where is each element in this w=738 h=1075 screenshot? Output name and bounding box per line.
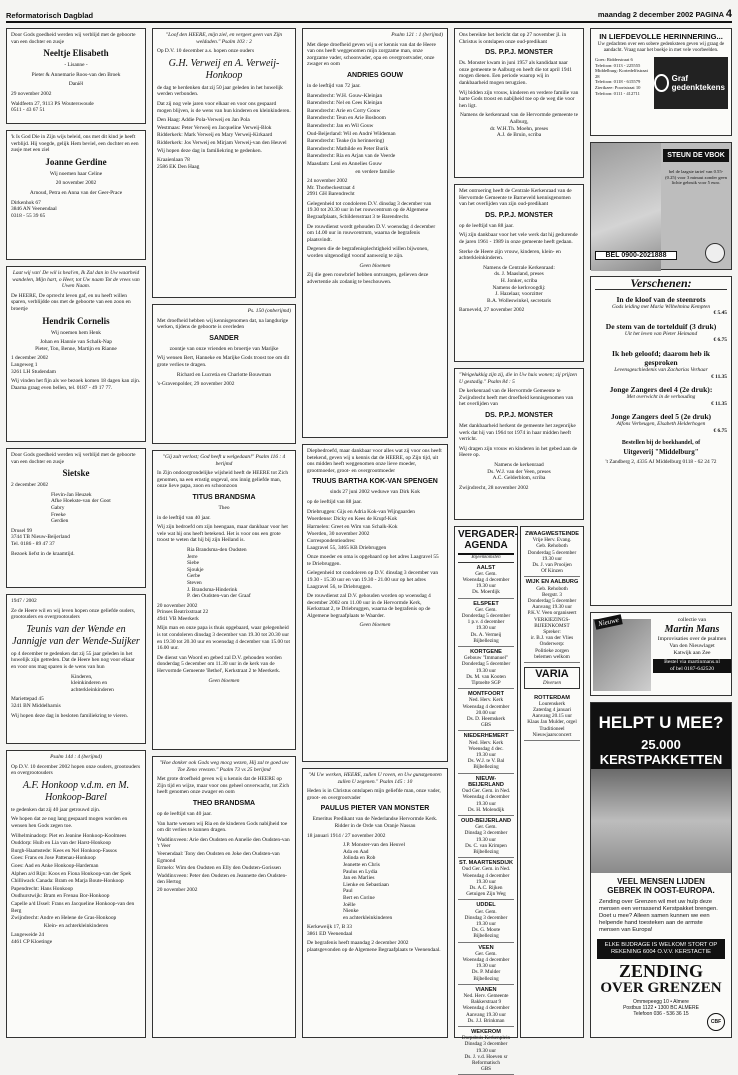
publisher-address: 't Zandberg 2, 4335 AJ Middelburg 0118 - 62 24 72 — [605, 458, 717, 465]
ad-sub: sinds 27 juni 2002 weduwe van Dirk Kok — [330, 489, 420, 496]
book-subtitle: Gods leiding met Maria Wilhelmina Kempten — [611, 303, 711, 310]
logo-line2: OVER GRENZEN — [600, 980, 722, 996]
agenda-place: VEEN — [478, 944, 494, 951]
family-member: Alphen a/d Rijn: Koos en Fiona Honkoop-van der Spek — [11, 870, 132, 877]
book-list — [595, 295, 727, 435]
ad-note: Geen bloemen — [359, 622, 391, 629]
ad-text: Met dankbaarheid herkent de gemeente het zegenrijke werk dat hij van 1964 tot 1974 in haar midden heeft verricht. — [459, 422, 576, 443]
ad-name: ANDRIES GOUW — [347, 71, 403, 79]
family-member: Barendrecht: Nel en Cees Kleinjan — [307, 100, 383, 107]
ad-date: 1 december 2002 — [11, 355, 49, 362]
family-member: Burgh-Haamstede: Kees en Nel Honkoop-Fassos — [11, 847, 117, 854]
agenda-item — [458, 563, 514, 599]
agenda-place: ST. MAARTENSDIJK — [458, 860, 514, 867]
ad-intro: Ze de Heere wil en wij leven hopen onze geliefde ouders, grootouders en overgrootouders — [11, 607, 136, 621]
agenda-list — [458, 563, 514, 1075]
donation-bar: ELKE BIJDRAGE IS WELKOM! STORT OP REKENING 6004 O.V.V. KERSTACTIE — [597, 939, 725, 959]
agenda-place: VIANEN — [475, 986, 497, 993]
ad-verse: "Hoe donker ook Gods weg mocg wezen, Hij zal te goed uw Toe Zeno vreezen." Psalm 73 vs 25 berijmd — [159, 760, 289, 773]
ad-text: Wij wensen Bert, Hanneke en Marijke Gods troost toe om dit grote verlies te dragen. — [157, 355, 290, 368]
agenda-item — [458, 774, 514, 816]
ad-text: de dag te herdenken dat zij 50 jaar geleden in het huwelijk werden verbonden. — [157, 84, 283, 98]
book-item — [595, 349, 727, 380]
agenda-details: Ned. Herv. Kerk Woensdag 4 december 20.00 uur Ds. D. Heemskerk GBS — [462, 697, 510, 729]
ad-title: HELPT U MEE? — [598, 713, 724, 732]
agenda-details: Lourenskerk Zaterdag 4 januari Aanvang 20.15 uur Klaas Jan Mulder, orgel Traditioneel Nieuwjaarsconcert — [527, 700, 577, 738]
ad-text: Gelegenheid tot condoleren D.V. dinsdag 3 december van 19.30 tot 20.30 uur in het rouwcentrum op de Algemene Begraafplaats, Schildersstraat 3 te Barendrecht. — [307, 200, 432, 221]
ad-address: Mr. Thorbeckestraat 4 2991 GH Barendrecht — [307, 184, 355, 198]
agenda-place: NIEDERHEMERT — [463, 733, 509, 740]
family-member: Barendrecht: Arie en Corry Gouw — [307, 107, 381, 114]
ad-age: op de leeftijd van 88 jaar. — [307, 498, 362, 505]
ad-contacts: Goes: Ridderstraat 6 Telefoon: 0113 - 225555 Middelburg: Kortedelftstraat 28 Telefoon: 0118 - 615579 Zierikzee: Poortstraat 10 Telefoon: 0111 - 412711 — [595, 57, 648, 96]
page-number: 4 — [725, 8, 732, 20]
family-member: Den Haag: Addie Pola-Verweij en Jan Pola — [157, 117, 250, 124]
ad-parents: Arnoud, Petra en Anna van der Geer-Prace — [29, 189, 123, 196]
brand-icon — [654, 74, 669, 92]
family-member: Oud-Beijerland: Wil en André Wildeman — [307, 130, 396, 137]
ad-signature: Klein- en achterkleinkinderen — [43, 922, 109, 929]
page-header — [6, 8, 732, 23]
ad-address: Langeweide 24 4461 CP Kloetinge — [11, 932, 53, 945]
agenda-place: ROTTERDAM — [534, 694, 570, 701]
ad-note: Bezoek liefst in de kraamtijd. — [11, 550, 75, 557]
ad-text: Dat zij nog vele jaren voor elkaar en voor ons gespaard mogen blijven, is de wens van hun kinderen en kleinkinderen. — [157, 100, 291, 114]
death-ad-theo — [152, 756, 296, 1038]
ad-note: en verdere familie — [355, 168, 395, 175]
ad-sub: Theo — [218, 504, 230, 511]
ad-name: PAULUS PIETER VAN MONSTER — [320, 805, 430, 813]
ad-heading: VEEL MENSEN LIJDEN GEBREK IN OOST-EUROPA. — [607, 877, 715, 895]
family-member: Ermelo: Wim den Oudsten en Elly den Oudsten-Gorissen — [157, 865, 281, 872]
ad-intro: Door Gods goedheid werden wij verblijd met de geboorte van een dochter en zusje — [11, 32, 136, 45]
ad-verse: "Weigelukkig zijn zij, die in Uw huis wonen; zij prijzen U gestadig." Psalm 84 : 5 — [459, 372, 577, 385]
book-price: € 11.35 — [711, 373, 727, 380]
ad-name: DS. P.P.J. MONSTER — [485, 411, 553, 419]
family-member: Goes: Aad en Anke Honkoop-Hardeman — [11, 862, 99, 869]
ad-intro: De kerkenraad van de Hervormde Gemeente te Zwijndrecht heeft met droefheid kennisgenomen van het overlijden van — [459, 388, 574, 408]
ad-title: Verschenen: — [595, 280, 727, 290]
agenda-details: Ned. Herv. Gemeente Bakkerstraat 9 Woensdag 4 december Aanvang 19.30 uur Ds. J.J. Brinkman — [462, 992, 510, 1024]
agenda-item — [458, 858, 514, 900]
ad-intro: Diepbedroefd, maar dankbaar voor alles wat zij voor ons heeft betekend, geven wij u kennis dat de HEERE, op Zijn tijd, uit ons midden heeft weggenomen onze lieve moeder, grootmoeder, groot- en overgrootmoeder — [307, 448, 442, 474]
ad-note: Geen bloemen — [208, 677, 240, 684]
ad-name: Joanne Gerdine — [45, 156, 107, 167]
agenda-details: Vrije Herv. Evang. Geb. Rehoboth Donderdag 5 december 19.30 uur Ds. J. van Prooijen Of Kinzen — [527, 537, 577, 575]
ad-text: Wij bidden zijn vrouw, kinderen en verdere familie van harte Gods troost en nabijheid toe op de weg die voor hen ligt. — [459, 89, 579, 109]
ad-parents: Johan en Hannie van Schalk-Nap Pieter, Ton, Benne, Martijn en Rianne — [35, 339, 117, 352]
ad-intro: In Zijn ondoorgrondelijke wijsheid heeft de HEERE tot Zich genomen, na een ernstig ongeval, ons innig geliefde man, onze lieve papa, zoon en schoonzoon — [157, 470, 289, 490]
ad-born: Wij noemen hem Henk — [51, 329, 101, 336]
ad-herinnering — [590, 28, 732, 136]
book-item — [595, 322, 727, 344]
agenda-details: Ger. Gem. Dinsdag 3 december 19.30 uur Ds. C. van Krimpen Bijbellezing — [464, 824, 508, 855]
ad-text: Ds. Monster kwam in juni 1957 als kandidaat naar onze gemeente te Aalburg en heeft die tot april 1941 mogen dienen. Een periode waarop wij in dankbaarheid mogen terugzien. — [459, 60, 572, 86]
mans-info — [653, 617, 731, 673]
ad-address: Drusel 99 3744 TB Nieuw-Beijerland Tel. 0186 - 89 47 37 — [11, 527, 70, 547]
birth-ad-hendrik — [6, 266, 146, 442]
family-member: Barendrecht: W.H. Gouw-Kleinjan — [307, 92, 383, 99]
agenda-place: WIJK EN AALBURG — [525, 579, 579, 586]
agenda-details: Ned. Herv. Kerk Woensdag 4 dec. 19.30 uur Ds. W.J. te V. Bal Bijbellezing — [467, 739, 505, 771]
ad-date: Woerden, 30 november 2002 — [307, 531, 370, 538]
family-member: Veenendaal: Tony den Oudsten en Joke den Oudsten-van Egmond — [157, 850, 280, 864]
ad-text: De begrafenis heeft maandag 2 december 2002 plaatsgevonden op de Algemene Begraafplaats te Veenendaal. — [307, 940, 441, 954]
agenda-details: Ger. Gem. Woensdag 4 december 19.30 uur Ds. Moerdijk — [462, 570, 510, 596]
book-subtitle: Levensgeschiedenis van Zacharias Verhaar — [614, 366, 708, 373]
ad-verse: Laat wij van' De wil is heal'en, Ik Zal dan in Uw waarheid wandelen, Mijn hart, o Heer, tot Uw naam Tot de vrees van Uwen Naam. — [12, 270, 140, 290]
agenda-details: Ger. Gem. Donderdag 5 december 1 p.v. 4 december 19.30 uur Ds. A. Vermeij Bijbellezing — [461, 606, 511, 644]
agenda-item — [458, 647, 514, 689]
book-price: € 11.35 — [711, 400, 727, 407]
family-member: Woerdense: Dicky en Kees de Krupf-Kok — [307, 516, 398, 523]
mans-order: Bestel via martinmans.nl — [653, 659, 731, 666]
new-badge: Nieuwe — [594, 614, 622, 629]
ad-date: 2 december 2002 — [11, 482, 49, 489]
family-member: Zwijndrecht: Andre en Helene de Gras-Honkoop — [11, 915, 117, 922]
death-ad-sander — [152, 304, 296, 444]
ad-text: Onze moeder en oma is opgebaard op het adres Laagravel 55 te Driebruggen. — [307, 554, 439, 567]
date-page: maandag 2 december 2002 PAGINA 4 — [597, 8, 732, 20]
family-member: Waddinxveen: Peter den Oudsten en Jeannette den Oudsten-den Hertog — [157, 872, 287, 886]
children-photo — [591, 769, 731, 873]
ad-born: Wij noemen haar Celine — [49, 170, 103, 177]
agenda-list — [524, 529, 580, 663]
agenda-place: UDDEL — [476, 902, 496, 909]
agenda-place: ELSPEET — [473, 600, 499, 607]
ad-name: DS. P.P.J. MONSTER — [485, 49, 553, 57]
family-member: Driebruggen: Gijs en Adria Kok-van Wijngaarden — [307, 508, 415, 515]
family-member: Maasdam: Leni en Annelies Gouw — [307, 160, 382, 167]
agenda-place: ZWAAGWESTEINDE — [524, 531, 580, 537]
mans-sub: collectie van — [677, 617, 707, 623]
ad-name: TITUS BRANDSMA — [192, 493, 256, 501]
ad-age: in de leeftijd van 72 jaar. — [307, 82, 361, 89]
ad-date: 20 november 2002 — [55, 180, 97, 187]
ad-address: Kerkeweijk 17, B 33 3861 ED Veenendaal — [307, 924, 353, 937]
condolence-ad-zwijndrecht — [454, 368, 584, 520]
death-ad-titus — [152, 450, 296, 750]
condolence-ad-barneveld — [454, 184, 584, 362]
ad-sub: zoontje van onze vrienden en broertje van Marijke — [169, 345, 279, 352]
anniversary-ad-honkoop — [6, 750, 146, 1038]
ad-parents: Pieter & Annemarie Roos-van den Broek — [31, 71, 121, 78]
mans-name: Martin Mans — [664, 624, 720, 635]
agenda-item — [458, 900, 514, 942]
book-item — [595, 295, 727, 317]
family-member: Barendrecht: Teake (in herinnering) — [307, 138, 385, 145]
agenda-item — [524, 529, 580, 577]
mans-text2: Van den Nieuwlaget Katwijk aan Zee — [669, 643, 715, 656]
ad-address: Prinses Beatrixstraat 22 4941 VB Meerkerk — [157, 609, 209, 622]
mans-tel: of bel 0187-642520 — [653, 666, 731, 673]
ad-verse: Psalm 121 : 1 (berijmd) — [391, 32, 443, 38]
ad-text: bel de laagste tarief van 0.55-(0.25) voor 3 minuut zonder geen lichte gebruik voor 5 euro. — [665, 169, 727, 186]
agenda-place: MONTFOORT — [467, 691, 505, 698]
ad-age: op de leeftijd van 88 jaar. — [459, 222, 514, 229]
ad-signature: Richard en Lucretia en Charlotte Bouwman — [176, 371, 272, 378]
ad-zending-over-grenzen — [590, 702, 732, 1038]
ad-note: Wij hopen deze dag in familiekring te gedenken. — [157, 147, 262, 154]
ad-age: in de leeftijd van 40 jaar. — [157, 514, 211, 521]
agenda-place: KORTGENE — [470, 649, 502, 656]
ad-dates: 18 januari 1914 / 27 november 2002 — [307, 832, 386, 839]
ad-address: Langeweg 1 3261 LH Studendam — [11, 361, 56, 375]
family-member: Chilliwack Canada: Bram en Marja Boute-Honkoop — [11, 878, 124, 885]
ad-address: Dirkenhok 67 3846 AN Veenendaal 0318 - 55 39 65 — [11, 199, 57, 219]
ad-verse: "Al Uw werken, HEERE, zullen U roven, en Uw gunstgenoten zullen U zegenen." Psalm 145 : 10 — [308, 772, 442, 785]
agenda-details: Ger. Gem. Dinsdag 3 december 19.30 uur Ds. G. Moote Bijbellezing — [464, 908, 508, 940]
family-member: Westmaas: Peter Verweij en Jacqueline Verweij-Blok — [157, 124, 272, 131]
agenda-details: Geb. Rehoboth Bergstr. 3 Donderdag 5 december Aanvang 19.30 uur P.K.V. Veen organiseert VERKIEZINGS-BIJEENKOMST Spreker: ir. B.J. van der Vlies Onderwerp: Politieke zorgen belemen welkom — [527, 585, 577, 660]
ad-tel: 0511 - 43 67 51 — [11, 107, 45, 114]
family-member: Ridderkerk: Jos Verweij en Mirjam Verweij-van den Heuvel — [157, 139, 287, 146]
ad-names: A.F. Honkoop v.d.m. en M. Honkoop-Barel — [22, 779, 130, 803]
ad-verse: "Gij zult verlost; God heeft u welgedaan!" Psalm 116 : 4 berijmd — [162, 454, 286, 467]
family-list — [11, 833, 141, 922]
agenda-place: AALST — [476, 564, 496, 571]
book-subtitle: Uit het leven van Pieter Heimand — [624, 330, 698, 337]
ad-intro: Door Gods goedheid werden wij verblijd met de geboorte van een dochter en zusje — [11, 452, 136, 465]
paper-name: Reformatorisch Dagblad — [6, 11, 94, 20]
agenda-place: NIEUW-BEIJERLAND — [468, 775, 504, 788]
family-list — [157, 117, 291, 146]
family-member: Capelle a/d IJssel: Frans en Jacqueline Honkoop-van den Berg — [11, 900, 135, 914]
ad-intro: Ons bereikte het bericht dat op 27 november jl. in Christus is ontslapen onze oud-predikant — [459, 32, 567, 45]
ad-note: Wij vinden het fijn als we bezoek komen 18 dagen kan zijn. Daarna graag even bellen, tel. 0187 - 49 17 77. — [11, 378, 141, 391]
ad-family: J.P. Monster-van den Heuvel Ada en Aad Jolinda en Rob Jeanette en Chris Paulus en Lydia Jan en Marlies Lienke en Sebastiaan Paul Bert en Corine Joëlle Nienke en achterkleinkinderen — [343, 842, 406, 921]
condolence-ad-aalburg — [454, 28, 584, 178]
ad-name: Neeltje Elisabeth — [43, 48, 109, 59]
ad-text: Wij dragen zijn vrouw en kinderen in het gebed aan de Heere op. — [459, 445, 578, 459]
ad-place: Zwijndrecht, 28 november 2002 — [459, 484, 529, 491]
ad-signature: Namens de kerkenraad Ds. W.J. van der Veen, preses A.C. Gelderblom, scriba — [487, 461, 551, 482]
ad-verse: Psalm 144 : 4 (berijmd) — [50, 754, 102, 760]
varia-box — [524, 667, 580, 689]
ad-name: Hendrik Cornelis — [42, 315, 110, 326]
agenda-item — [524, 693, 580, 741]
vbok-logo-icon — [705, 243, 725, 263]
ad-text: De rouwdienst zal D.V. gehouden worden op woensdag 4 december 2002 om 11.00 uur in de Hervormde Kerk, Kerkstraat 2, te Driebruggen, waarna de begrafenis op de Algemene begraafplaats te Waarder. — [307, 593, 431, 619]
ad-intro: Met droefheid hebben wij kennisgenomen dat, na langdurige werken, tijdens de geboorte is overleden — [157, 317, 289, 331]
ad-name: SANDER — [209, 334, 239, 342]
ad-signature: Namens de kerkenraad van de Hervormde gemeente te Aalburg, dr. W.H.Th. Moehn, preses A.J. de Bruin, scriba — [459, 112, 579, 139]
agenda-item — [458, 943, 514, 985]
ad-intro: 'k Is God Die in Zijn wijs beleid, ons met dit kind je heeft verblijd. Hij voegde, gelijk Hem beviel, een dochter en een zusje met een ziel — [11, 134, 139, 154]
ad-title: IN LIEFDEVOLLE HERINNERING... — [599, 32, 723, 41]
ad-sibling: Daniël — [68, 81, 84, 88]
ad-date: 29 november 2002 — [11, 90, 52, 97]
varia-subtitle: Diversen — [542, 681, 562, 687]
ad-text: te gedenken dat zij 40 jaar getrouwd zijn. — [11, 806, 101, 813]
ad-signature: Kinderen, kleinkinderen en achterkleinkinderen — [71, 673, 114, 693]
logo-line1: ZENDING — [618, 961, 703, 981]
ad-years: 1947 / 2002 — [11, 598, 37, 604]
book-subtitle: Alfons Verheugen, Elsabeth Helderhogen — [616, 421, 706, 428]
ad-text: op 4 december te gedenken dat zij 55 jaar geleden in het huwelijk zijn getreden. Dat de Heere hen nog voor elkaar en voor ons mag sparen is de wens van hun — [11, 650, 135, 670]
agenda-item — [458, 689, 514, 731]
ad-banner — [591, 703, 731, 769]
agenda-details: Gebouw "Immanuel" Donderdag 5 december 19.30 uur Ds. M. van Kooten Tiptoelte SGP — [461, 655, 511, 687]
ad-text: Wij zijn bedroefd om zijn heengaan, maar dankbaar voor het vele wat hij ons heeft betekend. Het is voor ons een grote troost te weten dat hij bij zijn Heiland is. — [157, 524, 288, 544]
vbok-phone: BEL 0900-2021888 — [595, 251, 677, 260]
ad-place: Barneveld, 27 november 2002 — [459, 307, 525, 314]
cd-cover-image — [593, 619, 651, 691]
ad-names: Teunis van der Wende en Jannigje van der Wende-Suijker — [12, 623, 140, 647]
order-text: Bestellen bij de boekhandel, of — [621, 439, 701, 446]
family-list — [307, 509, 443, 531]
ad-text: Zij die geen rouwbrief hebben ontvangen, gelieven deze advertentie als zodanig te beschouwen. — [307, 272, 429, 285]
ad-intro: Op D.V. 10 december 2002 hopen onze ouders, grootouders en overgrootouders — [11, 763, 141, 777]
agenda-item — [458, 731, 514, 773]
family-member: Barendrecht: Ria en Arjan van de Veerde — [307, 153, 396, 160]
ad-name: TRUUS BARTHA KOK-VAN SPENGEN — [312, 478, 438, 486]
ad-verschenen — [590, 276, 732, 606]
agenda-details: Oud Ger. Gem. in Ned. Woensdag 4 december 19.30 uur Ds. A.C. Rijken Getuigen Zijn Weg — [461, 866, 511, 898]
ad-intro: Heden is in Christus ontslapen mijn geliefde man, onze vader, groot- en overgrootvader — [307, 788, 441, 801]
cbf-seal-icon: CBF — [707, 1013, 725, 1031]
agenda-details: Oud Ger. Gem. in Ned. Woensdag 4 december 19.30 uur Ds. H. Molendijk — [461, 788, 511, 813]
agenda-item — [458, 1027, 514, 1075]
ad-intro: Met grote droefheid geven wij u kennis dat de HEERE op Zijn tijd en wijze, maar voor ons geheel onverwacht, tot Zich heeft genomen onze zwager en oom — [157, 776, 290, 796]
family-member: Papendrecht: Hans Honkoop — [11, 885, 73, 892]
ad-title: STEUN DE VBOK — [663, 149, 729, 162]
ad-date: 20 november 2002 — [157, 886, 198, 893]
mans-text: Improvisaties over de psalmen — [657, 636, 727, 642]
birth-ad-neeltje — [6, 28, 146, 124]
death-ad-kok — [302, 444, 448, 762]
family-member: Goes: Frans en Jose Pattenau-Honkoop — [11, 855, 96, 862]
meeting-agenda-right — [520, 526, 584, 1038]
ad-text: Van harte wensen wij Ria en de kinderen Gods nabijheid toe om dit verlies te kunnen dragen. — [157, 820, 288, 834]
anniversary-ad-verweij — [152, 28, 296, 298]
agenda-list — [524, 693, 580, 741]
book-title: De stem van de tortelduif (3 druk) — [605, 321, 717, 331]
ad-sub: Emeritus Predikant van de Nederlandse Hervormde Kerk. Ridder in de Orde van Oranje Nassau — [312, 816, 438, 829]
publisher: Uitgeverij "Middelburg" — [623, 448, 699, 457]
ad-intro: De HEERE, De oprrecht leven gaf, en nu heeft willen sparen, verblijdde ons met de geboorte van een zoon en broertje — [11, 292, 131, 312]
ad-text: De rouwdienst wordt gehouden D.V. woensdag 4 december om 14.00 uur in rouwcentrum, waarna de begrafenis plaatsvindt. — [307, 223, 436, 243]
anniversary-ad-vanderwende — [6, 594, 146, 744]
family-member: Waddinxveen: Arie den Oudsten en Annelie den Oudsten-van 't Veer — [157, 836, 290, 850]
ad-text: We hopen dat ze nog lang gespaard mogen worden en wensen hen Gods zegen toe. — [11, 816, 128, 829]
family-member: Barendrecht: Mathilde en Peter Burik — [307, 145, 389, 152]
birth-ad-sietske — [6, 448, 146, 588]
ad-text: Wij zijn dankbaar voor het vele werk dat hij gedurende de jaren 1961 - 1989 in onze gemeente heeft gedaan. — [459, 232, 578, 245]
ad-text: De dienst van Woord en gebed zal D.V. gehouden worden donderdag 5 december om 11.30 uur in de kerk van de Hervormde Gemeente 'Bethel', Kerkstraat 2 te Meerkerk. — [157, 654, 282, 675]
book-price: € 6.75 — [713, 427, 727, 434]
family-member: Ouddorp: Huib en Lia van der Harst-Honkoop — [11, 840, 112, 847]
book-price: € 5.45 — [713, 310, 727, 317]
agenda-subtitle: Bijeenkomsten — [458, 555, 514, 563]
family-list — [157, 837, 291, 886]
ad-address: Ommepeegg 10 • Almere Postbus 1122 • 1300 BC ALMERE Telefoon 036 - 536 36 15 — [623, 999, 699, 1017]
agenda-place: OUD-BEIJERLAND — [460, 817, 512, 824]
agenda-place: WEKEROM — [471, 1029, 501, 1035]
agenda-item — [458, 599, 514, 647]
death-ad-gouw — [302, 28, 448, 438]
meeting-agenda-left — [454, 526, 519, 1073]
agenda-item — [458, 985, 514, 1027]
ad-sub: - Lisanne - — [64, 62, 88, 69]
agenda-item — [524, 577, 580, 663]
ad-text: Gelegenheid tot condoleren op D.V. dinsdag 3 december van 19.30 - 15.30 uur en van 19.30 - 21.00 uur op het adres Laagravel 56, te Driebruggen. — [307, 570, 439, 590]
book-item — [595, 385, 727, 407]
ad-date: 24 november 2002 — [307, 178, 348, 185]
family-member: Wilhelminadorp: Piet en Jeanine Honkoop-Koolmees — [11, 832, 127, 839]
ad-text: Uw gedachten over een sobere gedenksteen geven wij graag de aandacht. Vraag naar het boekje in met vele voorbeelden. — [597, 42, 725, 53]
ad-note: Wij hopen deze dag in besloten familiekring te vieren. — [11, 712, 128, 719]
varia-title: VARIA — [535, 668, 569, 681]
ad-address: Correspondentieadres: Laagravel 55, 3465 KB Driebruggen — [307, 537, 387, 551]
ad-text: Mijn man en onze papa is thuis opgebaard, waar gelegenheid is tot condoleren dinsdag 3 december van 19.30 tot 20.30 uur en 19.30 tot 20.30 uur en woensdag 4 december van 15.00 tot 16.00 uur. — [157, 625, 290, 652]
book-title: Jonge Zangers deel 4 (2e druk): — [609, 385, 713, 395]
ad-age: op de leeftijd van 40 jaar. — [157, 810, 212, 817]
ad-text: Degenen die de begrafenisplechtigheid willen bijwonen, worden uitgenodigd vooraf aanwezig te zijn. — [307, 246, 429, 260]
family-member: Barendrecht: Teun en Arie Bosboom — [307, 115, 386, 122]
ad-verse: Ps. 150 (onberijmd) — [247, 308, 291, 314]
ad-date: 20 november 2002 — [157, 602, 198, 609]
ad-place: 's-Gravenpolder, 29 november 2002 — [157, 381, 235, 388]
ad-signature: Namens de Centrale Kerkenraad: ds. J. Maasland, preses H. Jonker, scriba Namens de kerkvoogdij: J. Hazelaar, voorzitter B.A. Wolleswinkel, secretaris — [483, 264, 555, 304]
ad-martin-mans — [590, 612, 732, 696]
brand-text: Graf gedenktekens — [671, 74, 725, 92]
ad-parents: Flevin-Jan Heuzek Afke Hoekste-van der Goot Gabry Freeke Gerdien — [51, 491, 111, 525]
book-title: Jonge Zangers deel 5 (2e druk) — [610, 412, 712, 422]
zending-logo — [591, 962, 731, 996]
ad-subtitle: 25.000 KERSTPAKKETTEN — [599, 737, 723, 767]
graf-brand — [654, 57, 728, 109]
family-member: Ridderkerk: Mark Verweij en Mary Verweij-Kirkaard — [157, 132, 273, 139]
agenda-title: VERGADER-AGENDA — [458, 529, 514, 555]
birth-ad-joanne — [6, 130, 146, 260]
agenda-details: Dorpsbuis Kerkenplein Dinsdag 3 december 19.30 uur Ds. J. v.d. Hoeven sr Reformatisch GBS — [461, 1035, 511, 1073]
book-subtitle: Met overwicht in de verhouding — [626, 394, 696, 401]
ad-vbok — [590, 142, 732, 270]
family-member: Oudhurstwijk: Bram en Frenau Bor-Honkoop — [11, 893, 110, 900]
agenda-item — [458, 816, 514, 858]
ad-address: Mariettepad 45 3241 BN Middelharnis — [11, 696, 61, 709]
ad-names: G.H. Verweij en A. Verweij-Honkoop — [168, 57, 280, 81]
ad-intro: Met ontroering heeft de Centrale Kerkenraad van de Hervormde Gemeente te Barneveld kennisgenomen van het overlijden van zijn oud-predikant — [459, 188, 572, 208]
ad-address: Kraaienlaan 78 2586 EK Den Haag — [157, 157, 200, 170]
family-list — [307, 93, 443, 168]
ad-name: Sietske — [62, 468, 90, 479]
ad-intro: Met diepe droefheid geven wij u er kennis van dat de Heere van ons heeft weggenomen mijn zorgzame man, onze zorgzame vader, schoonvader, opa en overgrootvader, onze zwager en oom — [307, 41, 436, 68]
death-ad-monster — [302, 768, 448, 1038]
family-member: Harmelen: Greet en Wim van Schalk-Kok — [307, 523, 398, 530]
book-item — [595, 412, 727, 434]
ad-family: Ria Brandsma-den Oudsten Jerre Siebe Sjoukje Gerbe Steven J. Brandsma-Hinderink P. den Oudsten-van der Graaf — [187, 546, 251, 600]
ad-text: Sterke de Heere zijn vrouw, kinderen, klein- en achterkleinkinderen. — [459, 248, 561, 262]
ad-text: Zending over Grenzen wil met uw hulp deze mensen een verrassend Kerstpakket brengen. Doet u mee? Alleen samen kunnen we een helpende hand toesteken aan de armste mensen van Europa! — [599, 899, 718, 933]
book-title: In de kloof van de steenrots — [616, 294, 706, 304]
book-title: Ik heb geloofd; daarom heb ik gesproken — [612, 348, 710, 367]
family-member: Barendrecht: Jan en Wil Gouw — [307, 122, 374, 129]
ad-intro: Op D.V. 10 december a.s. hopen onze ouders — [157, 48, 255, 55]
ad-verse: "Loof den HEERE, mijn ziel, en vergeet geen van Zijn weldaden." Psalm 103 : 2 — [165, 32, 283, 45]
ad-address: Waldfeetn 27, 9113 PS Wouterswoude — [11, 100, 94, 107]
ad-name: THEO BRANDSMA — [192, 799, 256, 807]
ad-name: DS. P.P.J. MONSTER — [485, 211, 553, 219]
ad-note: Geen bloemen — [359, 262, 391, 269]
agenda-details: Ger. Gem. Woensdag 4 december 19.30 uur Ds. P. Mulder Bijbellezing — [462, 950, 510, 982]
book-price: € 6.75 — [713, 337, 727, 344]
